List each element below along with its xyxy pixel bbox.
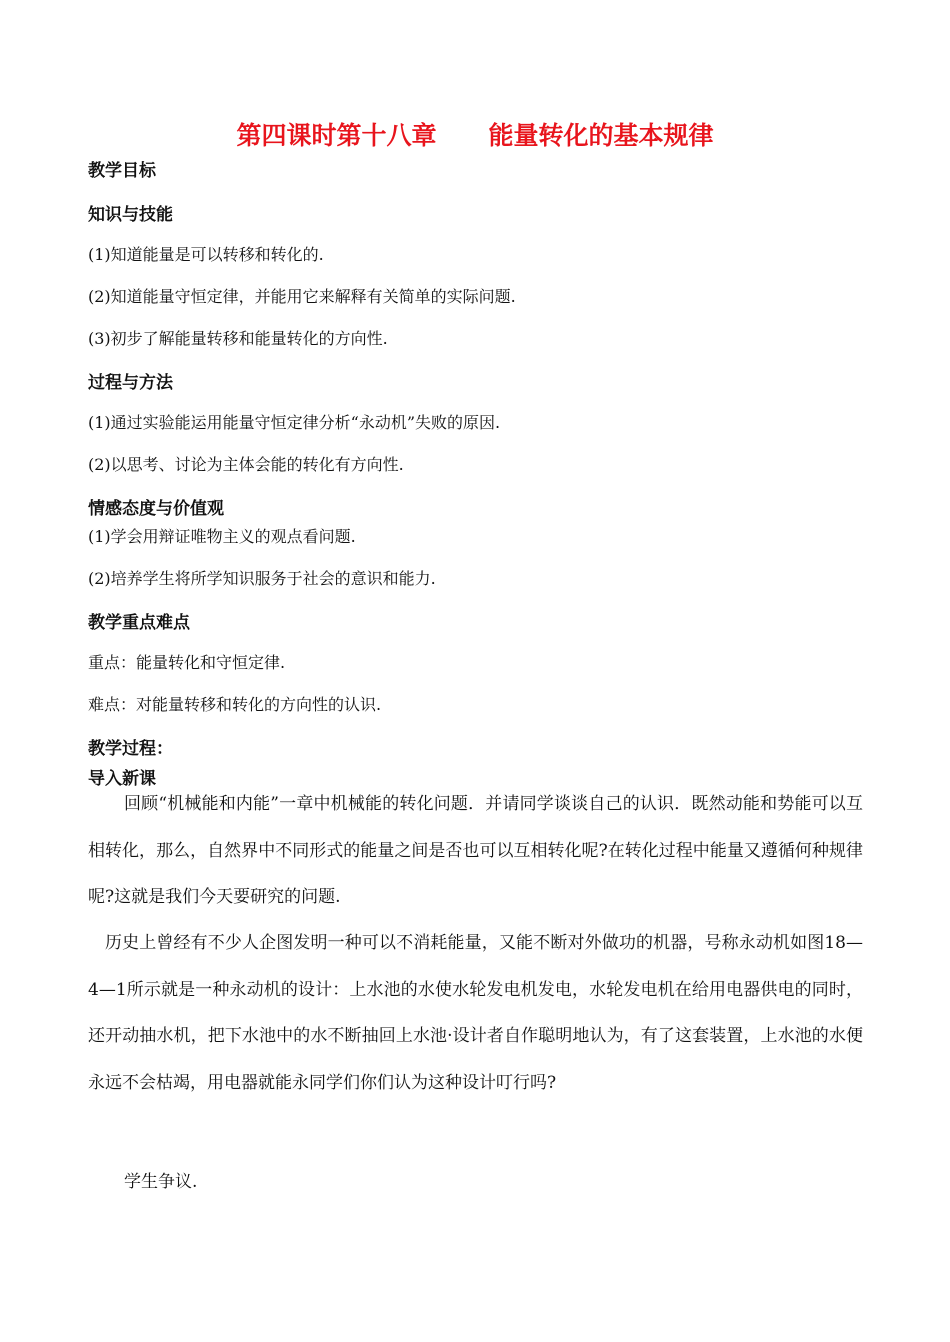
attitude-item-1: (1)学会用辩证唯物主义的观点看问题. [88,527,356,546]
key-points-heading: 教学重点难点 [88,613,190,633]
teaching-process-heading: 教学过程： [88,739,173,759]
knowledge-item-3: (3)初步了解能量转移和能量转化的方向性. [88,329,388,348]
intro-paragraph-2: 历史上曾经有不少人企图发明一种可以不消耗能量，又能不断对外做功的机器，号称永动机如图18—4—1所示就是一种永动机的设计：上水池的水使水轮发电机发电，水轮发电机在给用电器供电的同时，还开动抽水机，把下水池中的水不断抽回上水池·设计者自作聪明地认为，有了这套装置，上水池的水便永远不会枯竭，用电器就能永同学们你们认为这种设计叮行吗? [88,933,863,1093]
page-title [0,118,950,154]
teaching-goals-heading: 教学目标 [88,161,156,181]
intro-paragraph-1: 回顾“机械能和内能”一章中机械能的转化问题．并请同学谈谈自己的认识．既然动能和势能可以互相转化，那么，自然界中不同形式的能量之间是否也可以互相转化呢?在转化过程中能量又遵循何种规律呢?这就是我们今天要研究的问题. [88,794,863,907]
process-item-1: (1)通过实验能运用能量守恒定律分析“永动机”失败的原因. [88,413,501,432]
intro-heading: 导入新课 [88,769,156,789]
intro-paragraph-3: 学生争议. [124,1172,198,1192]
knowledge-skills-heading: 知识与技能 [88,205,173,225]
attitude-values-heading: 情感态度与价值观 [88,499,224,519]
knowledge-item-2: (2)知道能量守恒定律，并能用它来解释有关简单的实际问题. [88,287,516,306]
process-methods-heading: 过程与方法 [88,373,173,393]
attitude-item-2: (2)培养学生将所学知识服务于社会的意识和能力. [88,569,436,588]
difficulty-text: 难点：对能量转移和转化的方向性的认识. [88,695,382,714]
title-part-topic: 能量转化的基本规律 [488,121,714,150]
focus-text: 重点：能量转化和守恒定律. [88,653,286,672]
process-item-2: (2)以思考、讨论为主体会能的转化有方向性. [88,455,404,474]
title-part-chapter: 第四课时第十八章 [236,121,437,150]
knowledge-item-1: (1)知道能量是可以转移和转化的. [88,245,324,264]
